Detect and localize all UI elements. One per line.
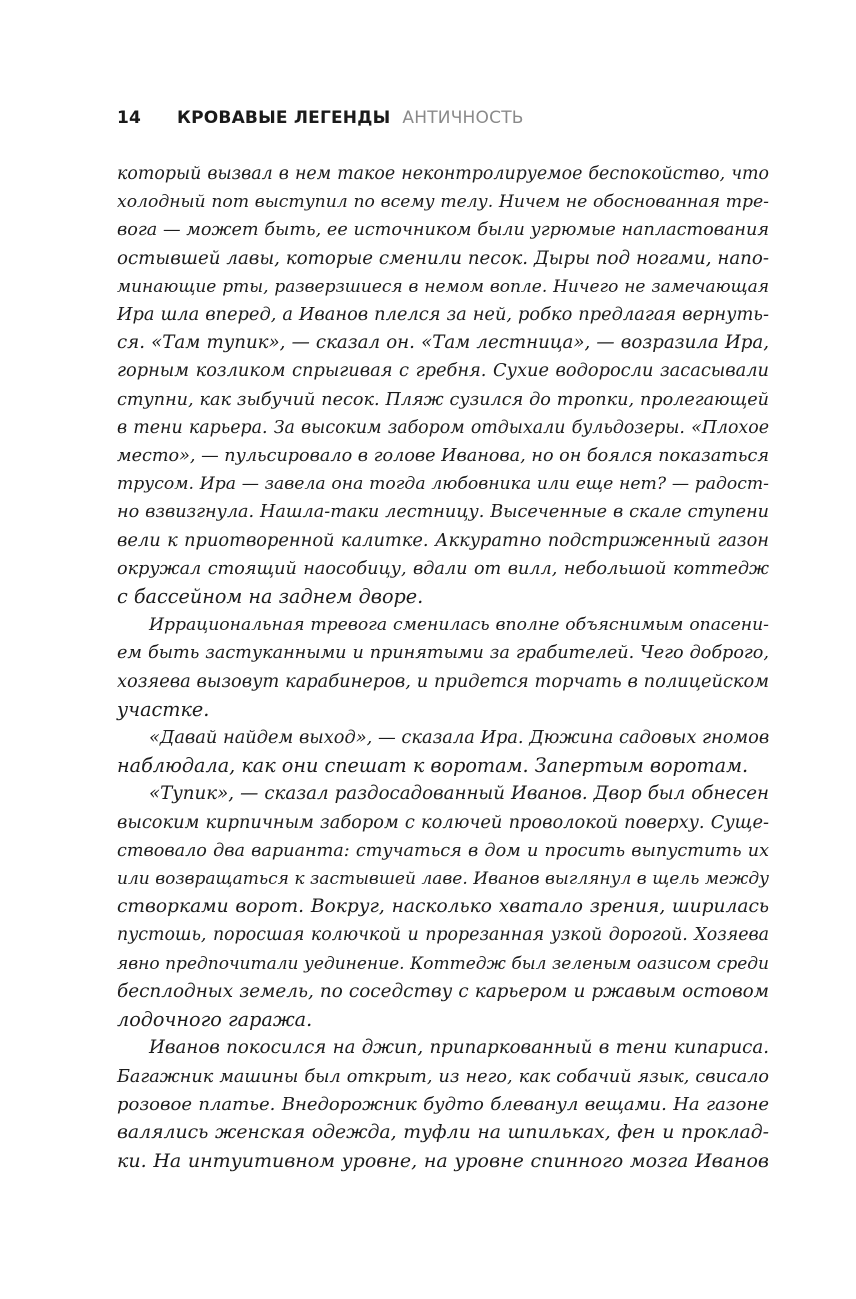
text-line: ем быть застуканными и принятыми за грабителей. Чего доброго,	[117, 643, 769, 664]
text-line: «Давай найдем выход», — сказала Ира. Дюжина садовых гномов	[149, 727, 770, 749]
text-line: валялись женская одежда, туфли на шпильках, фен и проклад-	[117, 1121, 769, 1143]
text-line: участке.	[117, 697, 210, 721]
text-line: ки. На интуитивном уровне, на уровне спинного мозга Иванов	[117, 1150, 769, 1173]
text-line: «Тупик», — сказал раздосадованный Иванов. Двор был обнесен	[149, 783, 769, 805]
text-line: лодочного гаража.	[117, 1008, 313, 1032]
text-line: Багажник машины был открыт, из него, как собачий язык, свисало	[117, 1066, 769, 1087]
text-line: бесплодных земель, по соседству с карьером и ржавым остовом	[117, 980, 769, 1002]
paragraph	[117, 724, 769, 780]
text-line: Иванов покосился на джип, припаркованный в тени кипариса.	[149, 1037, 769, 1059]
body-text	[117, 160, 769, 1175]
text-line: вога — может быть, ее источником были угрюмые напластования	[117, 220, 769, 241]
text-line: горным козликом спрыгивая с гребня. Сухие водоросли засасывали	[117, 360, 769, 382]
text-line: остывшей лавы, которые сменили песок. Дыры под ногами, напо-	[117, 247, 769, 269]
text-line: минающие рты, разверзшиеся в немом вопле. Ничего не замечающая	[117, 276, 769, 297]
text-line: явно предпочитали уединение. Коттедж был зеленым оазисом среди	[117, 953, 769, 974]
text-line: створками ворот. Вокруг, насколько хватало зрения, ширилась	[117, 896, 769, 918]
text-line: розовое платье. Внедорожник будто блеванул вещами. На газоне	[117, 1093, 769, 1115]
book-title: КРОВАВЫЕ ЛЕГЕНДЫ	[177, 108, 391, 128]
text-line: ся. «Там тупик», — сказал он. «Там лестница», — возразила Ира,	[117, 332, 769, 354]
paragraph	[117, 611, 769, 724]
text-line: холодный пот выступил по всему телу. Ничем не обоснованная тре-	[117, 192, 769, 213]
text-line: трусом. Ира — завела она тогда любовника или еще нет? — радост-	[117, 474, 769, 495]
page-number: 14	[117, 108, 142, 128]
text-line: Ира шла вперед, а Иванов плелся за ней, робко предлагая вернуть-	[117, 304, 769, 326]
paragraph	[117, 160, 769, 611]
paragraph	[117, 1034, 769, 1175]
text-line: вели к приотворенной калитке. Аккуратно подстриженный газон	[117, 529, 769, 551]
text-line: с бассейном на заднем дворе.	[117, 585, 424, 609]
text-line: пустошь, поросшая колючкой и прорезанная узкой дорогой. Хозяева	[117, 925, 769, 946]
text-line: но взвизгнула. Нашла-таки лестницу. Высеченные в скале ступени	[117, 502, 769, 523]
paragraph	[117, 780, 769, 1034]
text-line: окружал стоящий наособицу, вдали от вилл, небольшой коттедж	[117, 558, 769, 579]
running-header	[117, 108, 524, 128]
text-line: место», — пульсировало в голове Иванова, но он боялся показаться	[117, 446, 769, 467]
section-title: АНТИЧНОСТЬ	[402, 108, 524, 128]
text-line: наблюдала, как они спешат к воротам. Запертым воротам.	[117, 754, 749, 778]
text-line: который вызвал в нем такое неконтролируемое беспокойство, что	[117, 164, 769, 184]
text-line: хозяева вызовут карабинеров, и придется торчать в полицейском	[117, 670, 769, 692]
text-line: ствовало два варианта: стучаться в дом и просить выпустить их	[117, 840, 769, 861]
text-line: Иррациональная тревога сменилась вполне объяснимым опасени-	[149, 615, 769, 636]
text-line: в тени карьера. За высоким забором отдыхали бульдозеры. «Плохое	[117, 417, 769, 438]
text-line: высоким кирпичным забором с колючей проволокой поверху. Суще-	[117, 811, 769, 833]
text-line: ступни, как зыбучий песок. Пляж сузился до тропки, пролегающей	[117, 389, 769, 410]
text-line: или возвращаться к застывшей лаве. Иванов выглянул в щель между	[117, 869, 769, 890]
